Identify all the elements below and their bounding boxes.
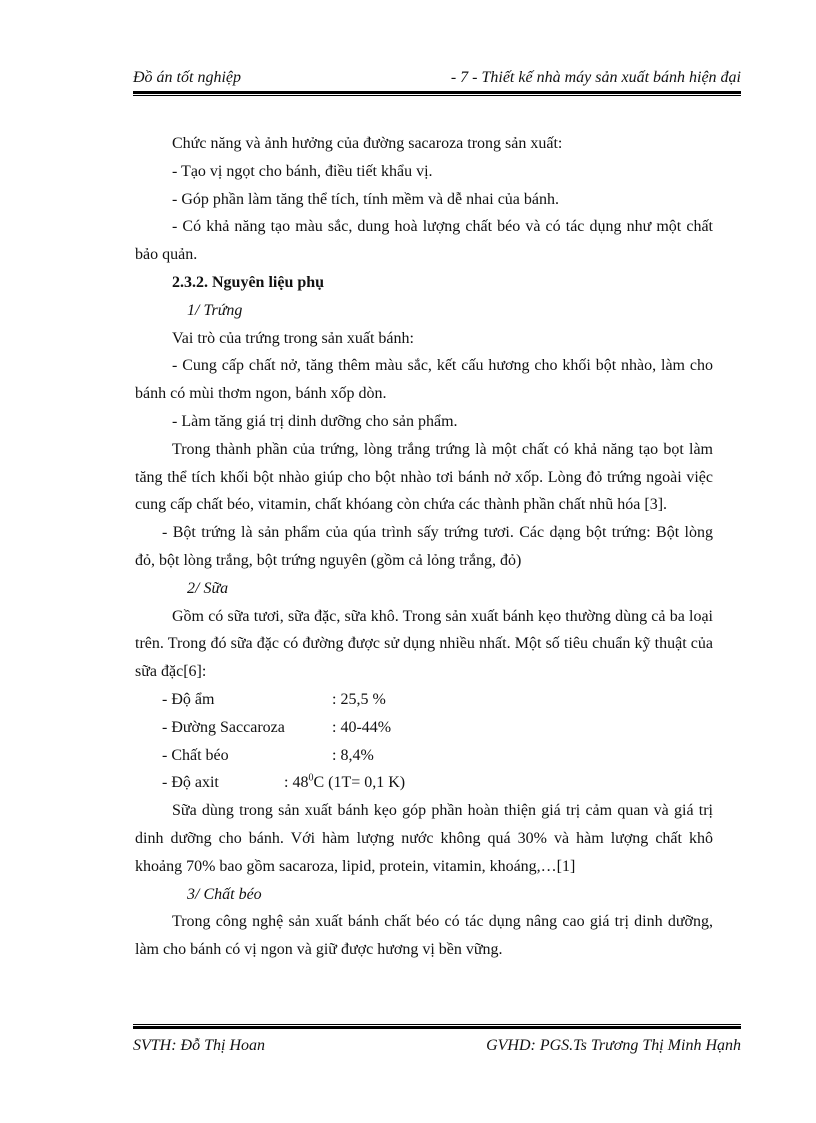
spec-row bbox=[135, 742, 713, 770]
subsection-heading: 2/ Sữa bbox=[187, 579, 229, 597]
subsection-heading: 3/ Chất béo bbox=[187, 885, 262, 903]
page-footer bbox=[133, 1034, 741, 1058]
footer-advisor: GVHD: PGS.Ts Trương Thị Minh Hạnh bbox=[486, 1037, 741, 1054]
footer-rule-thin bbox=[133, 1024, 741, 1025]
header-rule-thick bbox=[133, 91, 741, 94]
section-heading: 2.3.2. Nguyên liệu phụ bbox=[172, 273, 325, 291]
spec-row bbox=[135, 769, 713, 797]
paragraph: Gồm có sữa tươi, sữa đặc, sữa khô. Trong sản xuất bánh kẹo thường dùng cả ba loại trên. Trong đó sữa đặc có đường được sử dụng nhiều nhất. Một số tiêu chuẩn kỹ thuật của sữa đặc[6]: bbox=[135, 607, 713, 681]
spec-row bbox=[135, 686, 713, 714]
paragraph: Trong công nghệ sản xuất bánh chất béo có tác dụng nâng cao giá trị dinh dưỡng, làm cho bánh có vị ngon và giữ được hương vị bền vững. bbox=[135, 913, 713, 959]
spec-value: : 40-44% bbox=[332, 718, 392, 736]
subsection-heading: 1/ Trứng bbox=[187, 301, 243, 319]
page-header bbox=[133, 66, 741, 90]
paragraph: Chức năng và ảnh hưởng của đường sacaroza trong sản xuất: bbox=[172, 135, 563, 152]
bullet-item: - Có khả năng tạo màu sắc, dung hoà lượng chất béo và có tác dụng như một chất bảo quản. bbox=[135, 218, 713, 264]
footer-rule-thick bbox=[133, 1026, 741, 1029]
bullet-item: - Làm tăng giá trị dinh dưỡng cho sản phẩm. bbox=[172, 412, 458, 430]
paragraph: Trong thành phần của trứng, lòng trắng trứng là một chất có khả năng tạo bọt làm tăng thể tích khối bột nhào giúp cho bột nhào tơi bánh nở xốp. Lòng đỏ trứng ngoài việc cung cấp chất béo, vitamin, chất khóang còn chứa các thành phần chất nhũ hóa [3]. bbox=[135, 440, 713, 514]
spec-value: : 25,5 % bbox=[332, 690, 386, 708]
spec-label: - Độ axit bbox=[162, 774, 219, 792]
paragraph: Sữa dùng trong sản xuất bánh kẹo góp phần hoàn thiện giá trị cảm quan và giá trị dinh dưỡng cho bánh. Với hàm lượng nước không quá 30% và hàm lượng chất khô khoảng 70% bao gồm sacaroza, lipid, protein, vitamin, khoáng,…[1] bbox=[135, 802, 713, 875]
header-rule-thin bbox=[133, 95, 741, 96]
spec-value: : 8,4% bbox=[332, 746, 374, 764]
spec-label: - Độ ẩm bbox=[162, 690, 215, 708]
paragraph: Vai trò của trứng trong sản xuất bánh: bbox=[172, 329, 414, 347]
bullet-item: - Góp phần làm tăng thể tích, tính mềm và dễ nhai của bánh. bbox=[172, 190, 559, 208]
spec-label: - Đường Saccaroza bbox=[162, 718, 285, 736]
header-page-and-topic: - 7 - Thiết kế nhà máy sản xuất bánh hiện đại bbox=[450, 69, 741, 86]
bullet-item: - Bột trứng là sản phẩm của qúa trình sấy trứng tươi. Các dạng bột trứng: Bột lòng đỏ, bột lòng trắng, bột trứng nguyên (gồm cả lỏng trắng, đỏ) bbox=[135, 524, 713, 569]
spec-label: - Chất béo bbox=[162, 746, 229, 764]
header-document-title: Đồ án tốt nghiệp bbox=[133, 69, 241, 86]
bullet-item: - Tạo vị ngọt cho bánh, điều tiết khẩu vị. bbox=[172, 162, 433, 180]
spec-row bbox=[135, 714, 713, 742]
spec-value: : $48^0C$ (1T= 0,1 K) bbox=[284, 773, 406, 792]
bullet-item: - Cung cấp chất nở, tăng thêm màu sắc, kết cấu hương cho khối bột nhào, làm cho bánh có mùi thơm ngon, bánh xốp dòn. bbox=[135, 357, 713, 403]
page-body bbox=[135, 130, 713, 964]
footer-student: SVTH: Đỗ Thị Hoan bbox=[133, 1037, 266, 1054]
